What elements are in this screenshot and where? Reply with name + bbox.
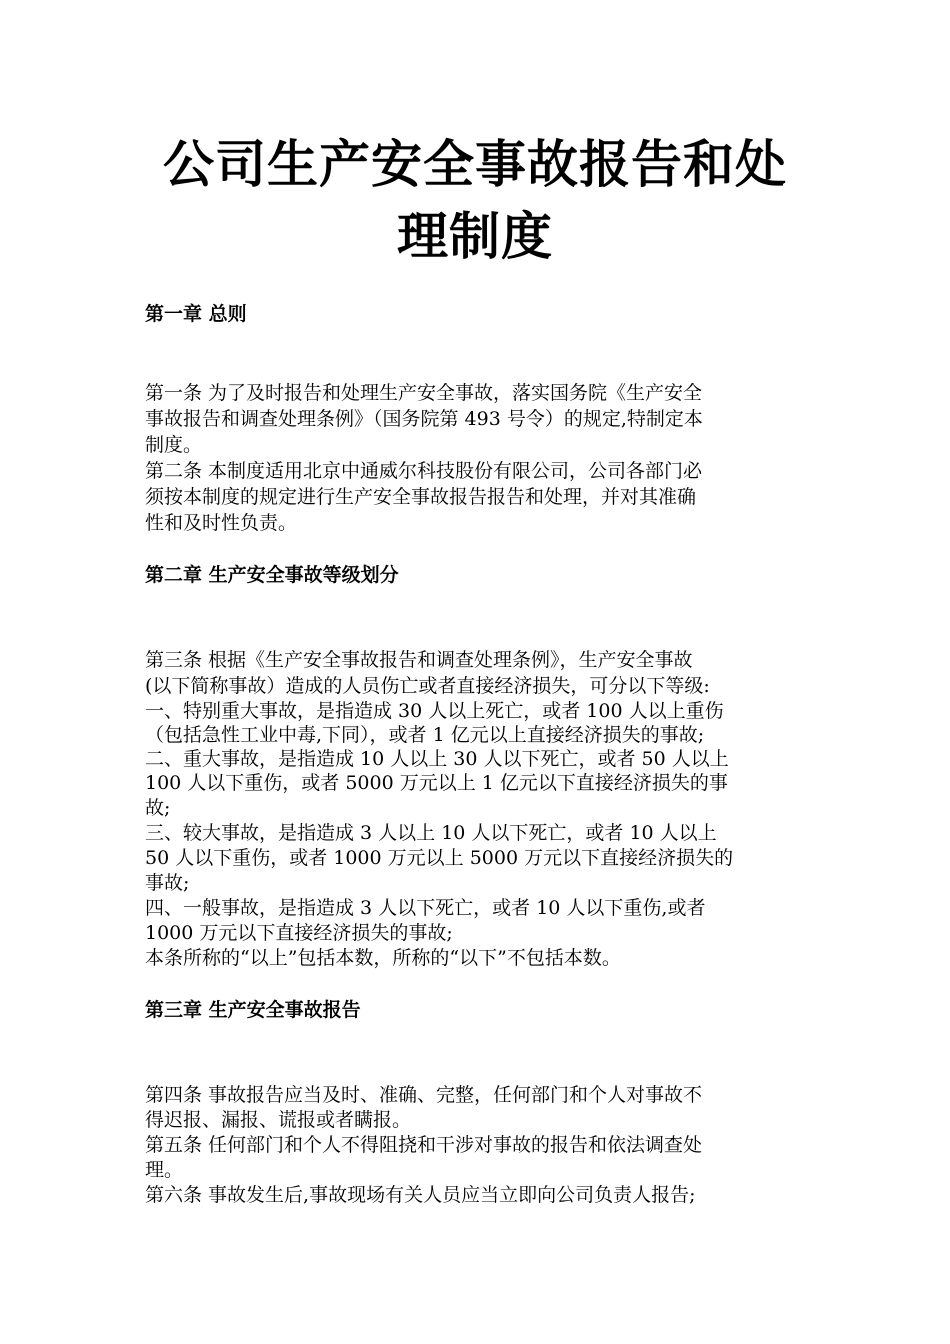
- chapter-3-text-line: 得迟报、漏报、谎报或者瞒报。: [145, 1109, 412, 1131]
- chapter-2-text-line: 第三条 根据《生产安全事故报告和调查处理条例》，生产安全事故: [145, 649, 693, 671]
- chapter-2-text-line: 50 人以下重伤，或者 1000 万元以上 5000 万元以下直接经济损失的: [145, 847, 734, 869]
- chapter-1-heading: 第一章 总则: [145, 303, 247, 325]
- chapter-3-text-line: 第六条 事故发生后,事故现场有关人员应当立即向公司负责人报告;: [145, 1184, 696, 1206]
- chapter-2-text-line: （包括急性工业中毒,下同），或者 1 亿元以上直接经济损失的事故;: [145, 724, 705, 746]
- document-title-line-1: 公司生产安全事故报告和处: [162, 136, 787, 195]
- chapter-2-text-line: 故;: [145, 797, 171, 819]
- chapter-3-heading: 第三章 生产安全事故报告: [145, 999, 361, 1021]
- chapter-2-heading: 第二章 生产安全事故等级划分: [145, 564, 399, 586]
- chapter-1-text-line: 事故报告和调查处理条例》（国务院第 493 号令）的规定,特制定本: [145, 408, 703, 430]
- chapter-3-text-line: 第四条 事故报告应当及时、准确、完整，任何部门和个人对事故不: [145, 1084, 703, 1106]
- chapter-3-text-line: 理。: [145, 1159, 184, 1181]
- chapter-2-text-line: 四、一般事故，是指造成 3 人以下死亡，或者 10 人以下重伤,或者: [145, 897, 706, 919]
- chapter-2-text-line: 三、较大事故，是指造成 3 人以上 10 人以下死亡，或者 10 人以上: [145, 822, 717, 844]
- chapter-2-text-line: 一、特别重大事故，是指造成 30 人以上死亡，或者 100 人以上重伤: [145, 700, 724, 722]
- chapter-1-text-line: 性和及时性负责。: [145, 512, 298, 534]
- chapter-2-text-line: (以下简称事故）造成的人员伤亡或者直接经济损失，可分以下等级:: [145, 675, 710, 697]
- document-title-line-2: 理制度: [396, 208, 553, 267]
- chapter-2-text-line: 1000 万元以下直接经济损失的事故;: [145, 922, 453, 944]
- chapter-1-text-line: 须按本制度的规定进行生产安全事故报告报告和处理，并对其准确: [145, 486, 697, 508]
- chapter-2-text-line: 事故;: [145, 872, 190, 894]
- chapter-2-text-line: 本条所称的“以上”包括本数，所称的“以下”不包括本数。: [145, 947, 621, 969]
- chapter-2-text-line: 100 人以下重伤，或者 5000 万元以上 1 亿元以下直接经济损失的事: [145, 772, 728, 794]
- chapter-1-text-line: 第二条 本制度适用北京中通威尔科技股份有限公司，公司各部门必: [145, 460, 703, 482]
- chapter-3-text-line: 第五条 任何部门和个人不得阻挠和干涉对事故的报告和依法调查处: [145, 1134, 703, 1156]
- chapter-1-text-line: 制度。: [145, 434, 203, 456]
- chapter-1-text-line: 第一条 为了及时报告和处理生产安全事故，落实国务院《生产安全: [145, 382, 703, 404]
- chapter-2-text-line: 二、重大事故，是指造成 10 人以上 30 人以下死亡，或者 50 人以上: [145, 748, 729, 770]
